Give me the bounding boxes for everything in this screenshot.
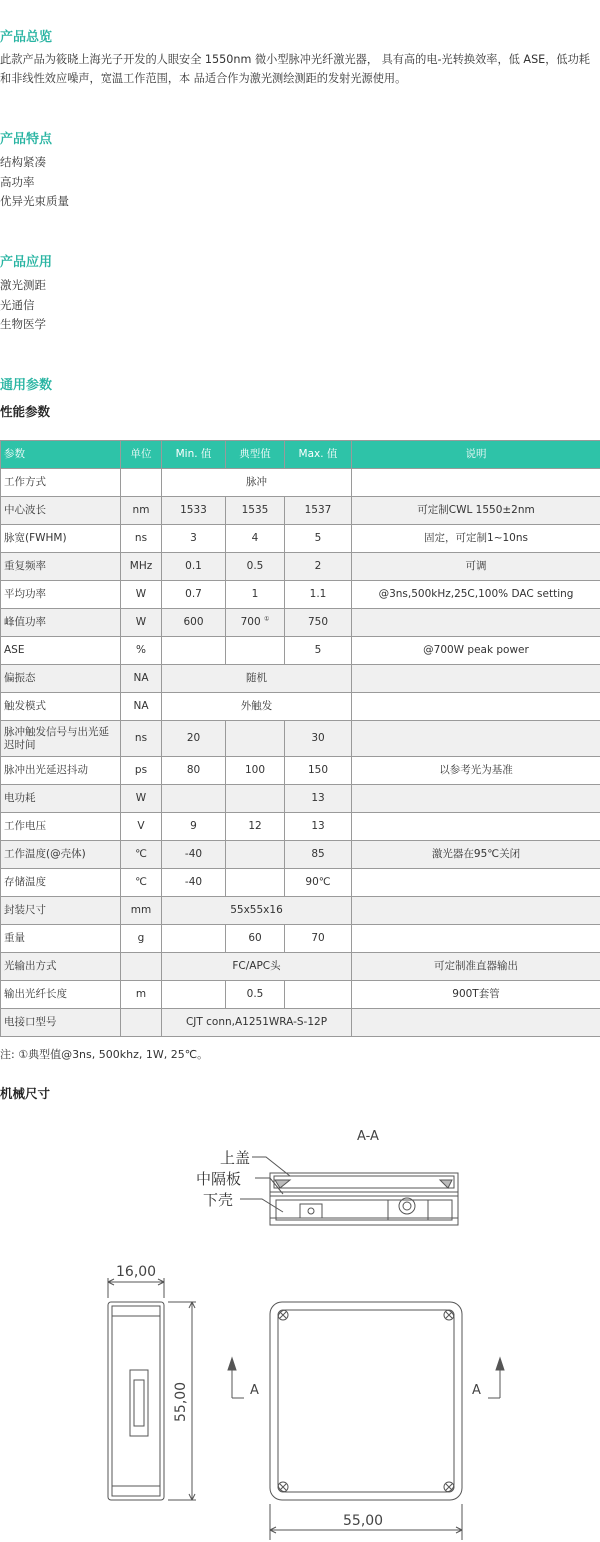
cell-param: 脉宽(FWHM) [1,525,121,553]
table-row [1,841,600,869]
cell-desc: 可定制准直器输出 [352,953,600,981]
cell-desc [352,721,600,757]
section-label: A-A [357,1129,379,1144]
header-typ: 典型值 [226,441,285,469]
section-mark-left: A [250,1383,259,1398]
cell-param: 存储温度 [1,869,121,897]
cell-min: 0.7 [162,581,226,609]
cell-max: 5 [285,637,352,665]
cell-unit: ns [121,525,162,553]
table-row [1,665,600,693]
dimension-thickness: 16,00 [116,1264,157,1280]
cell-unit: MHz [121,553,162,581]
table-header-row [1,441,600,469]
cell-param: 重复频率 [1,553,121,581]
cell-param: 脉冲出光延迟抖动 [1,757,121,785]
cell-desc [352,609,600,637]
cell-unit: NA [121,665,162,693]
cell-max: 150 [285,757,352,785]
cell-unit: W [121,581,162,609]
cell-param: 工作方式 [1,469,121,497]
table-row [1,897,600,925]
cell-unit: % [121,637,162,665]
cell-param: 重量 [1,925,121,953]
cell-min [162,925,226,953]
table-row [1,785,600,813]
table-row [1,525,600,553]
front-view [228,1302,504,1540]
cell-typ: 12 [226,813,285,841]
cell-unit: ℃ [121,869,162,897]
cell-desc [352,1009,600,1037]
cell-max: 85 [285,841,352,869]
cell-merged: FC/APC头 [162,953,352,981]
label-bottom-shell: 下壳 [203,1191,234,1209]
table-row [1,581,600,609]
performance-params-title: 性能参数 [0,404,51,419]
cell-typ [226,637,285,665]
cell-typ [226,609,285,637]
cell-max: 90℃ [285,869,352,897]
header-min: Min. 值 [162,441,226,469]
header-unit: 单位 [121,441,162,469]
cell-desc [352,665,600,693]
cell-min: 600 [162,609,226,637]
application-item: 生物医学 [0,317,46,331]
cell-unit: ℃ [121,841,162,869]
applications-list [0,276,46,335]
footnote-mark: ① [264,615,270,623]
cell-min [162,785,226,813]
cell-unit: W [121,609,162,637]
cell-typ: 1 [226,581,285,609]
cell-min: 0.1 [162,553,226,581]
cell-min [162,981,226,1009]
section-view [270,1173,458,1225]
cell-desc: 固定，可定制1~10ns [352,525,600,553]
cell-typ: 1535 [226,497,285,525]
applications-title: 产品应用 [0,255,53,270]
cell-param: ASE [1,637,121,665]
feature-item: 结构紧凑 [0,155,46,169]
table-row [1,637,600,665]
dimension-height: 55,00 [173,1381,189,1422]
overview-title: 产品总览 [0,30,53,45]
cell-typ: 4 [226,525,285,553]
cell-typ [226,785,285,813]
cell-min: 9 [162,813,226,841]
table-row [1,721,600,757]
cell-merged: CJT conn,A1251WRA-S-12P [162,1009,352,1037]
header-param: 参数 [1,441,121,469]
cell-min: -40 [162,869,226,897]
cell-unit: NA [121,693,162,721]
cell-param: 电接口型号 [1,1009,121,1037]
cell-unit: V [121,813,162,841]
cell-param: 平均功率 [1,581,121,609]
cell-unit: ps [121,757,162,785]
parameter-table [0,440,600,1037]
table-row [1,953,600,981]
cell-param: 工作温度(@壳体) [1,841,121,869]
cell-unit: mm [121,897,162,925]
features-list [0,153,69,212]
cell-unit [121,469,162,497]
cell-desc: 900T套管 [352,981,600,1009]
cell-min [162,637,226,665]
cell-typ: 0.5 [226,553,285,581]
header-max: Max. 值 [285,441,352,469]
table-row [1,1009,600,1037]
table-row [1,813,600,841]
cell-desc [352,693,600,721]
cell-max: 5 [285,525,352,553]
dimension-width: 55,00 [343,1513,384,1529]
cell-unit [121,953,162,981]
overview-text: 此款产品为筱晓上海光子开发的人眼安全 1550nm 微小型脉冲光纤激光器， 具有高的电-光转换效率，低 ASE，低功耗和非线性效应噪声，宽温工作范围，本 品适合作为激光测绘测距的发射光源使用。 [0,53,590,85]
cell-unit: W [121,785,162,813]
cell-merged: 55x55x16 [162,897,352,925]
cell-param: 峰值功率 [1,609,121,637]
cell-min: -40 [162,841,226,869]
cell-unit: ns [121,721,162,757]
cell-unit: g [121,925,162,953]
cell-unit [121,1009,162,1037]
feature-item: 高功率 [0,174,35,189]
label-partition: 中隔板 [196,1170,242,1188]
cell-param: 偏振态 [1,665,121,693]
cell-min: 1533 [162,497,226,525]
cell-param: 触发模式 [1,693,121,721]
cell-max: 30 [285,721,352,757]
cell-max: 750 [285,609,352,637]
cell-desc: 以参考光为基准 [352,757,600,785]
cell-desc [352,869,600,897]
cell-param: 输出光纤长度 [1,981,121,1009]
cell-unit: nm [121,497,162,525]
cell-merged: 外触发 [162,693,352,721]
table-row [1,869,600,897]
cell-desc [352,469,600,497]
cell-max: 13 [285,813,352,841]
cell-typ: 0.5 [226,981,285,1009]
cell-max: 2 [285,553,352,581]
cell-typ: 60 [226,925,285,953]
cell-desc: 可调 [352,553,600,581]
cell-typ [226,841,285,869]
cell-merged: 脉冲 [162,469,352,497]
table-row [1,925,600,953]
cell-param: 电功耗 [1,785,121,813]
cell-min: 3 [162,525,226,553]
cell-max: 1.1 [285,581,352,609]
cell-max [285,981,352,1009]
feature-item: 优异光束质量 [0,194,69,208]
cell-max: 13 [285,785,352,813]
general-params-title: 通用参数 [0,378,53,393]
cell-desc: 激光器在95℃关闭 [352,841,600,869]
cell-desc [352,925,600,953]
cell-min: 20 [162,721,226,757]
cell-param: 封装尺寸 [1,897,121,925]
cell-desc [352,897,600,925]
cell-min: 80 [162,757,226,785]
cell-max: 1537 [285,497,352,525]
cell-param: 脉冲触发信号与出光延迟时间 [1,721,121,757]
cell-desc [352,785,600,813]
cell-desc [352,813,600,841]
cell-param: 中心波长 [1,497,121,525]
cell-unit: m [121,981,162,1009]
cell-param: 光输出方式 [1,953,121,981]
cell-desc: @3ns,500kHz,25C,100% DAC setting [352,581,600,609]
section-mark-right: A [472,1383,481,1398]
cell-typ [226,721,285,757]
features-title: 产品特点 [0,132,53,147]
footnote: 注: ①典型值@3ns, 500khz, 1W, 25℃。 [0,1048,209,1061]
table-row [1,497,600,525]
table-row [1,981,600,1009]
cell-param: 工作电压 [1,813,121,841]
table-row [1,553,600,581]
table-row [1,469,600,497]
application-item: 光通信 [0,297,35,312]
mechanical-drawing [0,1110,600,1540]
label-top-cover: 上盖 [220,1149,251,1167]
table-row [1,609,600,637]
cell-typ [226,869,285,897]
cell-max: 70 [285,925,352,953]
table-row [1,757,600,785]
cell-desc: @700W peak power [352,637,600,665]
cell-desc: 可定制CWL 1550±2nm [352,497,600,525]
table-row [1,693,600,721]
cell-merged: 随机 [162,665,352,693]
cell-typ: 100 [226,757,285,785]
mechanical-title: 机械尺寸 [0,1086,51,1101]
cell-typ-value: 700 [240,616,261,628]
application-item: 激光测距 [0,278,46,292]
header-desc: 说明 [352,441,600,469]
